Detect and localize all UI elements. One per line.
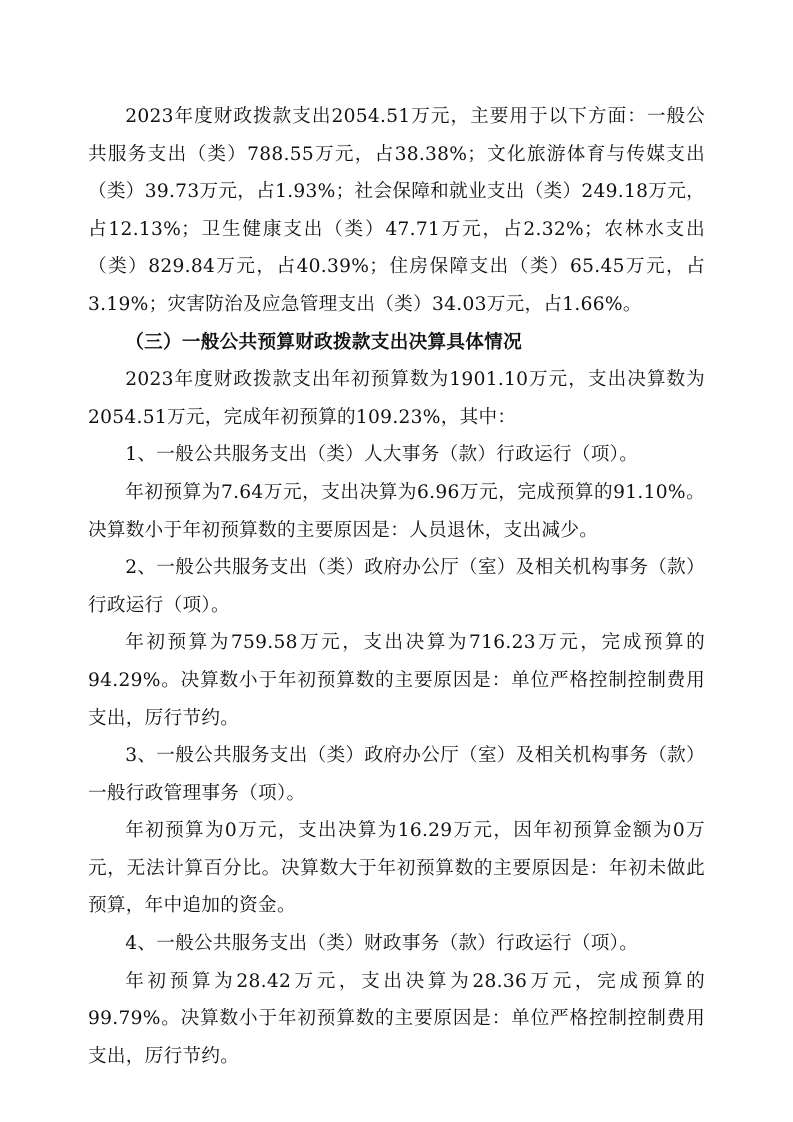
intro-paragraph: 2023年度财政拨款支出年初预算数为1901.10万元，支出决算数为2054.51万元，完成年初预算的109.23%，其中： <box>88 369 705 428</box>
item-3-detail: 年初预算为0万元，支出决算为16.29万元，因年初预算金额为0万元，无法计算百分比。决算数大于年初预算数的主要原因是：年初未做此预算，年中追加的资金。 <box>88 820 705 917</box>
summary-paragraph: 2023年度财政拨款支出2054.51万元，主要用于以下方面：一般公共服务支出（类）788.55万元，占38.38%；文化旅游体育与传媒支出（类）39.73万元，占1.93%；社会保障和就业支出（类）249.18万元，占12.13%；卫生健康支出（类）47.71万元，占2.32%；农林水支出（类）829.84万元，占40.39%；住房保障支出（类）65.45万元，占3.19%；灾害防治及应急管理支出（类）34.03万元，占1.66%。 <box>88 106 705 315</box>
item-3-title: 3、一般公共服务支出（类）政府办公厅（室）及相关机构事务（款）一般行政管理事务（项）。 <box>88 745 705 804</box>
item-1-title: 1、一般公共服务支出（类）人大事务（款）行政运行（项）。 <box>125 444 639 466</box>
item-1-detail: 年初预算为7.64万元，支出决算为6.96万元，完成预算的91.10%。决算数小于年初预算数的主要原因是：人员退休，支出减少。 <box>88 481 705 541</box>
item-2-detail: 年初预算为759.58万元，支出决算为716.23万元，完成预算的94.29%。决算数小于年初预算数的主要原因是：单位严格控制控制费用支出，厉行节约。 <box>88 632 705 729</box>
section-heading: （三）一般公共预算财政拨款支出决算具体情况 <box>125 331 522 353</box>
item-2-title: 2、一般公共服务支出（类）政府办公厅（室）及相关机构事务（款）行政运行（项）。 <box>88 557 705 616</box>
item-4-title: 4、一般公共服务支出（类）财政事务（款）行政运行（项）。 <box>125 933 639 955</box>
document-page <box>88 98 705 1075</box>
item-4-detail: 年初预算为28.42万元，支出决算为28.36万元，完成预算的99.79%。决算数小于年初预算数的主要原因是：单位严格控制控制费用支出，厉行节约。 <box>88 970 705 1067</box>
